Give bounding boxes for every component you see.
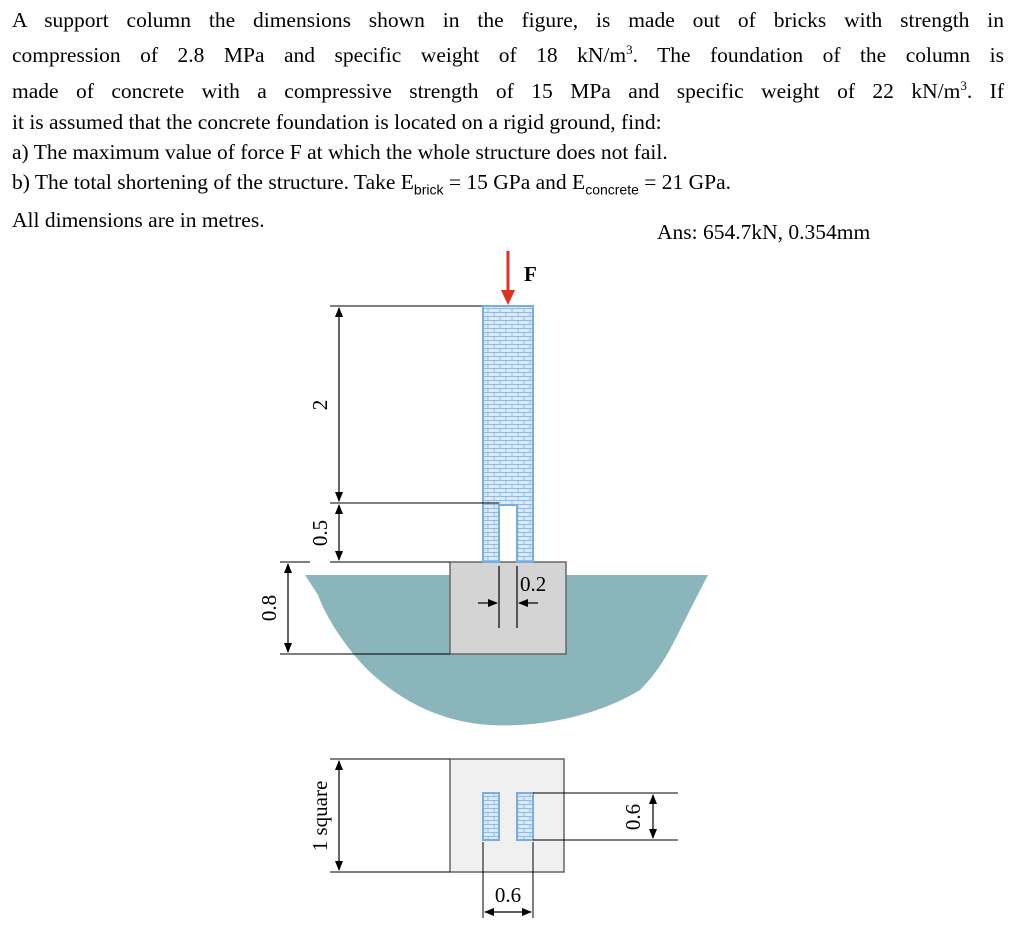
- subscript-concrete: concrete: [585, 181, 639, 198]
- problem-units-note: All dimensions are in metres.: [12, 208, 265, 233]
- dim-plan-depth: 0.6: [621, 803, 645, 831]
- answer-text: Ans: 654.7kN, 0.354mm: [657, 220, 871, 244]
- dim-slot-width: 0.2: [520, 572, 547, 596]
- dim-slot-height: 0.5: [308, 519, 332, 547]
- exponent: 3: [960, 77, 967, 93]
- exponent: 3: [626, 42, 633, 58]
- subscript-brick: brick: [413, 181, 444, 198]
- plan-foundation: [450, 759, 564, 872]
- force-label: F: [524, 262, 537, 286]
- dim-plan-square: 1 square: [308, 780, 332, 852]
- plan-brick-right: [517, 793, 533, 840]
- dim-plan-width: 0.6: [494, 883, 522, 907]
- problem-question-b: b) The total shortening of the structure. Take $E_{brick} = 15$ GPa and $E_{concrete} = 21$ GPa.: [12, 170, 732, 198]
- problem-line-3: made of concrete with a compressive strength of 15 MPa and specific weight of 22 $kN/m^3$. If: [12, 77, 1005, 104]
- problem-line-1: A support column the dimensions shown in the figure, is made out of bricks with strength in: [12, 8, 1004, 32]
- problem-question-a: a) The maximum value of force F at which the whole structure does not fail.: [12, 139, 668, 164]
- problem-line-2: compression of 2.8 MPa and specific weight of 18 $kN/m^3$. The foundation of the column is: [12, 42, 1004, 68]
- plan-brick-left: [483, 793, 499, 840]
- dim-column-height: 2: [308, 399, 332, 411]
- force-arrow: [501, 251, 515, 305]
- dim-foundation-depth: 0.8: [257, 594, 281, 622]
- brick-column: [483, 306, 533, 562]
- concrete-foundation: [450, 562, 566, 654]
- problem-line-4: it is assumed that the concrete foundation is located on a rigid ground, find:: [12, 109, 662, 134]
